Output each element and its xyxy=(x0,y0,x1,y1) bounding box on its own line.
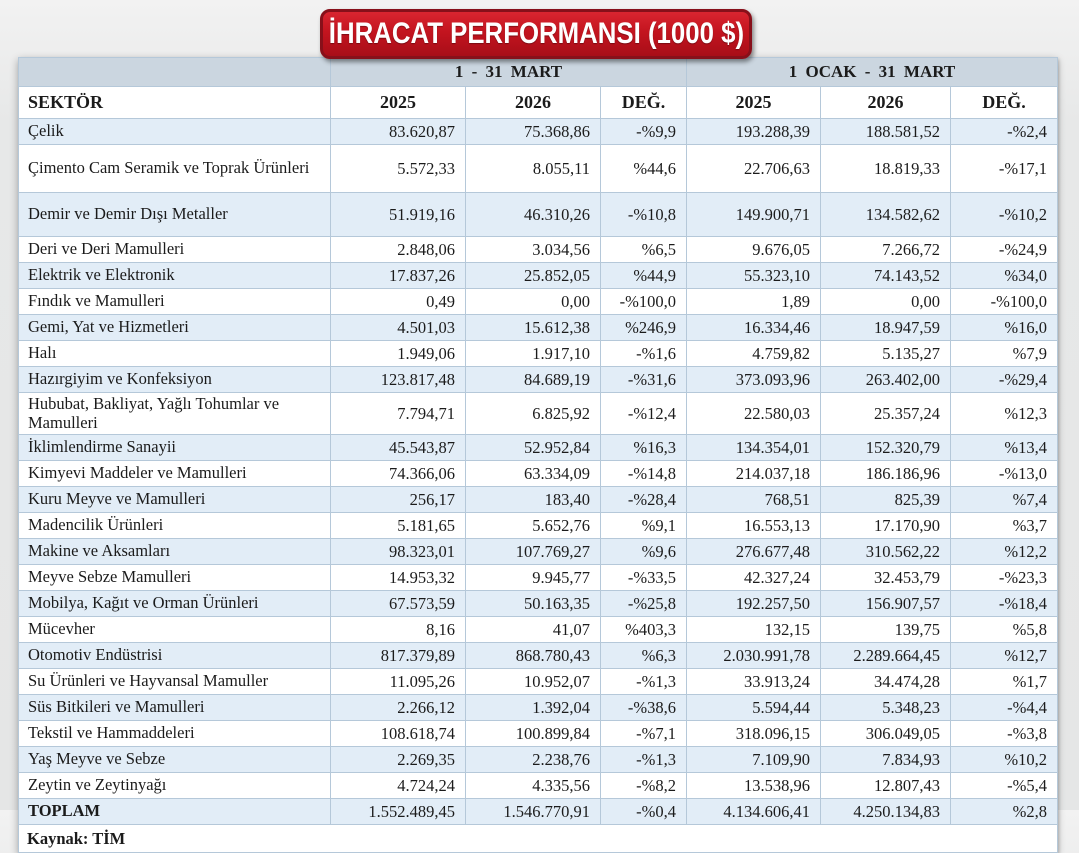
value-cell: 156.907,57 xyxy=(821,591,951,617)
table-row xyxy=(19,669,1058,695)
column-header-march-change: DEĞ. xyxy=(601,87,687,119)
value-cell: 74.143,52 xyxy=(821,263,951,289)
value-cell: 75.368,86 xyxy=(466,119,601,145)
value-cell: 67.573,59 xyxy=(331,591,466,617)
value-cell: 2.030.991,78 xyxy=(687,643,821,669)
value-cell: %13,4 xyxy=(951,435,1058,461)
value-cell: %403,3 xyxy=(601,617,687,643)
table-row xyxy=(19,237,1058,263)
value-cell: 7.266,72 xyxy=(821,237,951,263)
value-cell: 5.181,65 xyxy=(331,513,466,539)
value-cell: 7.834,93 xyxy=(821,747,951,773)
value-cell: 55.323,10 xyxy=(687,263,821,289)
value-cell: 139,75 xyxy=(821,617,951,643)
value-cell: 2.266,12 xyxy=(331,695,466,721)
value-cell: 25.852,05 xyxy=(466,263,601,289)
value-cell: 108.618,74 xyxy=(331,721,466,747)
page-title: İHRACAT PERFORMANSI (1000 $) xyxy=(328,17,744,50)
value-cell: %2,8 xyxy=(951,799,1058,825)
value-cell: 817.379,89 xyxy=(331,643,466,669)
value-cell: 123.817,48 xyxy=(331,367,466,393)
value-cell: 188.581,52 xyxy=(821,119,951,145)
sector-cell: Zeytin ve Zeytinyağı xyxy=(19,773,331,799)
value-cell: -%1,3 xyxy=(601,747,687,773)
value-cell: -%100,0 xyxy=(951,289,1058,315)
value-cell: 1,89 xyxy=(687,289,821,315)
sector-cell: Hububat, Bakliyat, Yağlı Tohumlar ve Mamulleri xyxy=(19,393,331,435)
table-row xyxy=(19,565,1058,591)
table-row xyxy=(19,145,1058,193)
sector-cell: Madencilik Ürünleri xyxy=(19,513,331,539)
column-header-row xyxy=(19,87,1058,119)
value-cell: 107.769,27 xyxy=(466,539,601,565)
value-cell: 50.163,35 xyxy=(466,591,601,617)
value-cell: 4.335,56 xyxy=(466,773,601,799)
sector-cell: Mobilya, Kağıt ve Orman Ürünleri xyxy=(19,591,331,617)
sector-cell: Tekstil ve Hammaddeleri xyxy=(19,721,331,747)
value-cell: 18.947,59 xyxy=(821,315,951,341)
value-cell: 1.949,06 xyxy=(331,341,466,367)
value-cell: %16,3 xyxy=(601,435,687,461)
sector-cell: Otomotiv Endüstrisi xyxy=(19,643,331,669)
value-cell: 192.257,50 xyxy=(687,591,821,617)
table-row xyxy=(19,367,1058,393)
sector-cell: Elektrik ve Elektronik xyxy=(19,263,331,289)
column-header-sector: SEKTÖR xyxy=(19,87,331,119)
value-cell: 15.612,38 xyxy=(466,315,601,341)
value-cell: 25.357,24 xyxy=(821,393,951,435)
value-cell: %6,3 xyxy=(601,643,687,669)
value-cell: 4.501,03 xyxy=(331,315,466,341)
value-cell: 0,00 xyxy=(821,289,951,315)
value-cell: -%4,4 xyxy=(951,695,1058,721)
value-cell: 16.334,46 xyxy=(687,315,821,341)
total-row xyxy=(19,799,1058,825)
table-row xyxy=(19,263,1058,289)
value-cell: 5.572,33 xyxy=(331,145,466,193)
value-cell: 256,17 xyxy=(331,487,466,513)
table-row xyxy=(19,591,1058,617)
value-cell: 33.913,24 xyxy=(687,669,821,695)
value-cell: %1,7 xyxy=(951,669,1058,695)
value-cell: 83.620,87 xyxy=(331,119,466,145)
value-cell: 11.095,26 xyxy=(331,669,466,695)
value-cell: 52.952,84 xyxy=(466,435,601,461)
value-cell: 98.323,01 xyxy=(331,539,466,565)
table-row xyxy=(19,341,1058,367)
value-cell: 7.794,71 xyxy=(331,393,466,435)
column-header-march-2025: 2025 xyxy=(331,87,466,119)
value-cell: 34.474,28 xyxy=(821,669,951,695)
value-cell: %10,2 xyxy=(951,747,1058,773)
table-body xyxy=(19,119,1058,853)
value-cell: 41,07 xyxy=(466,617,601,643)
value-cell: -%10,2 xyxy=(951,193,1058,237)
value-cell: -%28,4 xyxy=(601,487,687,513)
value-cell: -%9,9 xyxy=(601,119,687,145)
sector-cell: Su Ürünleri ve Hayvansal Mamuller xyxy=(19,669,331,695)
value-cell: -%5,4 xyxy=(951,773,1058,799)
group-header-march: 1 - 31 MART xyxy=(331,58,687,87)
value-cell: 8,16 xyxy=(331,617,466,643)
value-cell: 276.677,48 xyxy=(687,539,821,565)
table-row xyxy=(19,721,1058,747)
value-cell: 134.582,62 xyxy=(821,193,951,237)
value-cell: -%1,3 xyxy=(601,669,687,695)
value-cell: %7,9 xyxy=(951,341,1058,367)
source-row xyxy=(19,825,1058,853)
value-cell: -%14,8 xyxy=(601,461,687,487)
value-cell: %44,9 xyxy=(601,263,687,289)
value-cell: 214.037,18 xyxy=(687,461,821,487)
value-cell: -%8,2 xyxy=(601,773,687,799)
export-performance-table xyxy=(18,57,1058,853)
value-cell: 310.562,22 xyxy=(821,539,951,565)
group-header-ytd: 1 OCAK - 31 MART xyxy=(687,58,1058,87)
value-cell: 22.580,03 xyxy=(687,393,821,435)
value-cell: -%10,8 xyxy=(601,193,687,237)
value-cell: 13.538,96 xyxy=(687,773,821,799)
value-cell: %7,4 xyxy=(951,487,1058,513)
sector-cell: Hazırgiyim ve Konfeksiyon xyxy=(19,367,331,393)
group-header-row xyxy=(19,58,1058,87)
value-cell: 2.238,76 xyxy=(466,747,601,773)
value-cell: 17.170,90 xyxy=(821,513,951,539)
value-cell: 51.919,16 xyxy=(331,193,466,237)
table-row xyxy=(19,119,1058,145)
title-badge xyxy=(320,9,752,59)
value-cell: %16,0 xyxy=(951,315,1058,341)
value-cell: %246,9 xyxy=(601,315,687,341)
value-cell: 134.354,01 xyxy=(687,435,821,461)
value-cell: -%100,0 xyxy=(601,289,687,315)
sector-cell: Çimento Cam Seramik ve Toprak Ürünleri xyxy=(19,145,331,193)
table-row xyxy=(19,193,1058,237)
value-cell: %9,6 xyxy=(601,539,687,565)
sector-cell: Makine ve Aksamları xyxy=(19,539,331,565)
column-header-ytd-change: DEĞ. xyxy=(951,87,1058,119)
value-cell: 22.706,63 xyxy=(687,145,821,193)
value-cell: %34,0 xyxy=(951,263,1058,289)
sector-cell: Halı xyxy=(19,341,331,367)
sector-cell: Mücevher xyxy=(19,617,331,643)
table-row xyxy=(19,461,1058,487)
value-cell: 8.055,11 xyxy=(466,145,601,193)
value-cell: 9.676,05 xyxy=(687,237,821,263)
column-header-ytd-2026: 2026 xyxy=(821,87,951,119)
value-cell: 193.288,39 xyxy=(687,119,821,145)
value-cell: 4.759,82 xyxy=(687,341,821,367)
value-cell: %6,5 xyxy=(601,237,687,263)
value-cell: 1.552.489,45 xyxy=(331,799,466,825)
value-cell: %44,6 xyxy=(601,145,687,193)
sector-cell: Kimyevi Maddeler ve Mamulleri xyxy=(19,461,331,487)
value-cell: %12,7 xyxy=(951,643,1058,669)
value-cell: 84.689,19 xyxy=(466,367,601,393)
value-cell: -%25,8 xyxy=(601,591,687,617)
sector-cell: Deri ve Deri Mamulleri xyxy=(19,237,331,263)
value-cell: 0,00 xyxy=(466,289,601,315)
table-row xyxy=(19,747,1058,773)
value-cell: 45.543,87 xyxy=(331,435,466,461)
value-cell: 3.034,56 xyxy=(466,237,601,263)
sector-cell: TOPLAM xyxy=(19,799,331,825)
table-row xyxy=(19,393,1058,435)
value-cell: 6.825,92 xyxy=(466,393,601,435)
value-cell: -%24,9 xyxy=(951,237,1058,263)
value-cell: 5.135,27 xyxy=(821,341,951,367)
value-cell: 100.899,84 xyxy=(466,721,601,747)
group-header-blank xyxy=(19,58,331,87)
value-cell: -%18,4 xyxy=(951,591,1058,617)
value-cell: 2.848,06 xyxy=(331,237,466,263)
value-cell: %3,7 xyxy=(951,513,1058,539)
value-cell: -%29,4 xyxy=(951,367,1058,393)
value-cell: 2.269,35 xyxy=(331,747,466,773)
sector-cell: Demir ve Demir Dışı Metaller xyxy=(19,193,331,237)
table-row xyxy=(19,513,1058,539)
source-label: Kaynak: TİM xyxy=(19,825,1058,853)
value-cell: 74.366,06 xyxy=(331,461,466,487)
value-cell: 132,15 xyxy=(687,617,821,643)
value-cell: 0,49 xyxy=(331,289,466,315)
sector-cell: Meyve Sebze Mamulleri xyxy=(19,565,331,591)
value-cell: 4.724,24 xyxy=(331,773,466,799)
value-cell: 4.134.606,41 xyxy=(687,799,821,825)
value-cell: %9,1 xyxy=(601,513,687,539)
sector-cell: Süs Bitkileri ve Mamulleri xyxy=(19,695,331,721)
value-cell: 2.289.664,45 xyxy=(821,643,951,669)
value-cell: 42.327,24 xyxy=(687,565,821,591)
value-cell: 263.402,00 xyxy=(821,367,951,393)
value-cell: -%12,4 xyxy=(601,393,687,435)
sector-cell: İklimlendirme Sanayii xyxy=(19,435,331,461)
value-cell: 12.807,43 xyxy=(821,773,951,799)
value-cell: 17.837,26 xyxy=(331,263,466,289)
value-cell: 10.952,07 xyxy=(466,669,601,695)
value-cell: 183,40 xyxy=(466,487,601,513)
value-cell: 768,51 xyxy=(687,487,821,513)
value-cell: 825,39 xyxy=(821,487,951,513)
value-cell: -%17,1 xyxy=(951,145,1058,193)
value-cell: 16.553,13 xyxy=(687,513,821,539)
value-cell: 318.096,15 xyxy=(687,721,821,747)
value-cell: -%23,3 xyxy=(951,565,1058,591)
sector-cell: Yaş Meyve ve Sebze xyxy=(19,747,331,773)
value-cell: -%7,1 xyxy=(601,721,687,747)
value-cell: 63.334,09 xyxy=(466,461,601,487)
value-cell: 5.652,76 xyxy=(466,513,601,539)
value-cell: %12,2 xyxy=(951,539,1058,565)
column-header-ytd-2025: 2025 xyxy=(687,87,821,119)
table-row xyxy=(19,315,1058,341)
value-cell: 18.819,33 xyxy=(821,145,951,193)
value-cell: 868.780,43 xyxy=(466,643,601,669)
value-cell: %5,8 xyxy=(951,617,1058,643)
value-cell: 5.594,44 xyxy=(687,695,821,721)
table-head xyxy=(19,58,1058,119)
value-cell: 186.186,96 xyxy=(821,461,951,487)
value-cell: -%38,6 xyxy=(601,695,687,721)
value-cell: -%31,6 xyxy=(601,367,687,393)
value-cell: 46.310,26 xyxy=(466,193,601,237)
table-row xyxy=(19,643,1058,669)
sector-cell: Kuru Meyve ve Mamulleri xyxy=(19,487,331,513)
value-cell: -%1,6 xyxy=(601,341,687,367)
value-cell: 14.953,32 xyxy=(331,565,466,591)
value-cell: 373.093,96 xyxy=(687,367,821,393)
value-cell: 7.109,90 xyxy=(687,747,821,773)
table-row xyxy=(19,617,1058,643)
value-cell: 306.049,05 xyxy=(821,721,951,747)
sector-cell: Gemi, Yat ve Hizmetleri xyxy=(19,315,331,341)
value-cell: %12,3 xyxy=(951,393,1058,435)
sector-cell: Çelik xyxy=(19,119,331,145)
value-cell: -%13,0 xyxy=(951,461,1058,487)
table-row xyxy=(19,773,1058,799)
value-cell: -%33,5 xyxy=(601,565,687,591)
table-row xyxy=(19,487,1058,513)
column-header-march-2026: 2026 xyxy=(466,87,601,119)
value-cell: -%0,4 xyxy=(601,799,687,825)
table-card xyxy=(18,57,1057,853)
table-row xyxy=(19,435,1058,461)
value-cell: 9.945,77 xyxy=(466,565,601,591)
value-cell: 4.250.134,83 xyxy=(821,799,951,825)
table-row xyxy=(19,695,1058,721)
sector-cell: Fındık ve Mamulleri xyxy=(19,289,331,315)
value-cell: 152.320,79 xyxy=(821,435,951,461)
value-cell: 149.900,71 xyxy=(687,193,821,237)
value-cell: -%3,8 xyxy=(951,721,1058,747)
value-cell: 1.546.770,91 xyxy=(466,799,601,825)
value-cell: 1.392,04 xyxy=(466,695,601,721)
table-row xyxy=(19,539,1058,565)
value-cell: 1.917,10 xyxy=(466,341,601,367)
table-row xyxy=(19,289,1058,315)
value-cell: -%2,4 xyxy=(951,119,1058,145)
value-cell: 5.348,23 xyxy=(821,695,951,721)
value-cell: 32.453,79 xyxy=(821,565,951,591)
